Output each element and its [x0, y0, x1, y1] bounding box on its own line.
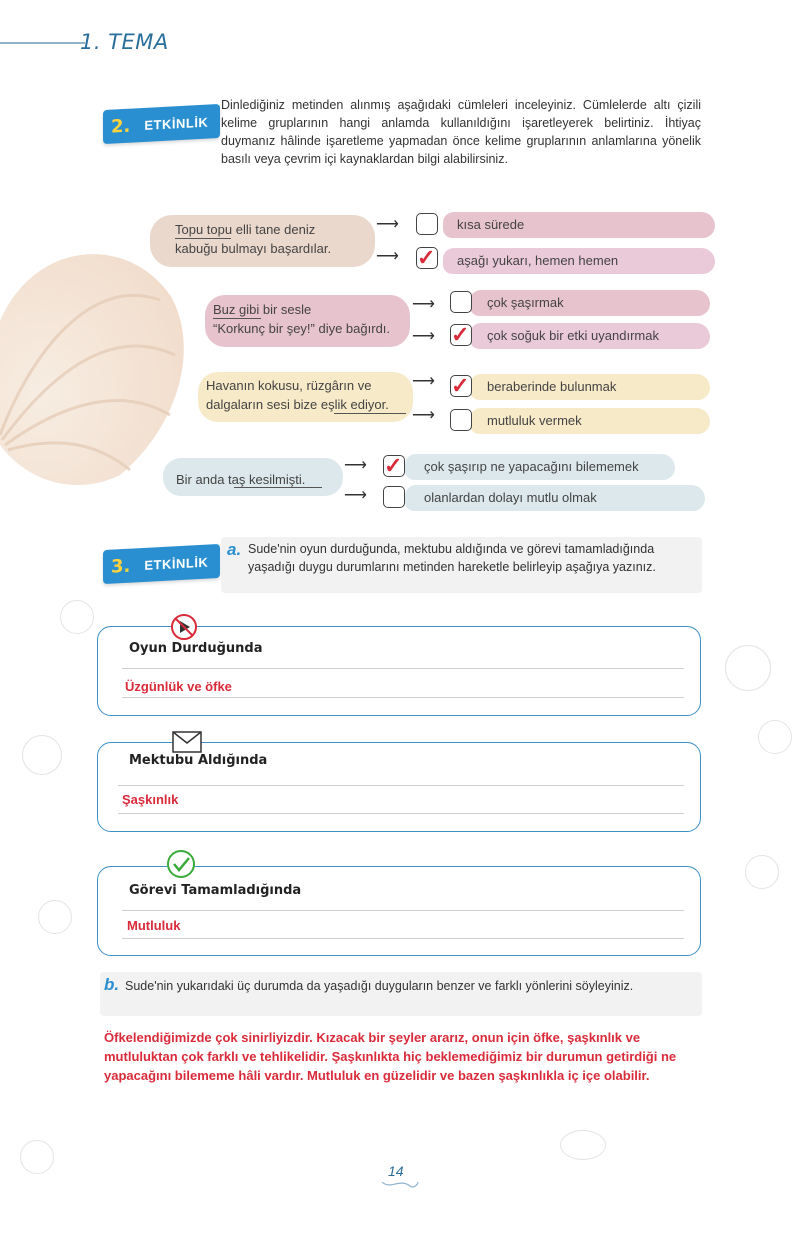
writing-line: [122, 697, 684, 698]
writing-line: [122, 938, 684, 939]
sentence-line: dalgaların sesi bize eşlik ediyor.: [206, 397, 389, 412]
etkinlik-number: 3.: [111, 555, 131, 578]
writing-line: [118, 813, 684, 814]
option-label: aşağı yukarı, hemen hemen: [457, 253, 619, 268]
emoji-doodle-icon: [38, 900, 72, 934]
question-letter: a.: [227, 540, 242, 559]
sentence-line: Havanın kokusu, rüzgârın ve: [206, 378, 372, 393]
checkmark-icon: ✓: [417, 245, 436, 270]
arrow-icon: ⟶: [376, 248, 399, 265]
page-title: 1. TEMA: [80, 30, 169, 54]
underline-tas-kesilmisti: [234, 487, 322, 488]
emoji-doodle-icon: [725, 645, 771, 691]
option-checkbox[interactable]: [450, 291, 472, 313]
card-title: Mektubu Aldığında: [129, 753, 268, 768]
sentence-3: [206, 376, 389, 414]
writing-line: [122, 668, 684, 669]
envelope-icon: [172, 731, 202, 753]
sentence-line: Bir anda taş kesilmişti.: [176, 472, 306, 487]
card-answer: Mutluluk: [127, 918, 181, 933]
etkinlik-number: 2.: [111, 115, 131, 138]
arrow-icon: ⟶: [412, 407, 435, 424]
page-number: 14: [388, 1163, 404, 1179]
arrow-icon: ⟶: [344, 487, 367, 504]
emoji-doodle-icon: [560, 1130, 606, 1160]
answer-card-gorev: [97, 866, 701, 956]
check-circle-icon: [166, 849, 196, 879]
etkinlik-label: ETKİNLİK: [144, 114, 209, 133]
underline-topu-topu: [175, 238, 231, 239]
emoji-doodle-icon: [758, 720, 792, 754]
checkmark-icon: ✓: [384, 453, 403, 478]
checkmark-icon: ✓: [451, 322, 470, 347]
etkinlik-2-badge: [103, 104, 220, 144]
sentence-1: [175, 220, 331, 258]
no-play-icon: [170, 613, 198, 641]
question-b-answer: Öfkelendiğimizde çok sinirliyizdir. Kızacak bir şeyler ararız, onun için öfke, şaşkınlık ve mutluluktan çok farklı ve tehlikelidir. Şaşkınlıkta hiç beklemediğimiz bir durumun getirdiği ne yapacağını bilememe hâli vardır. Mutluluk en güzelidir ve bazen şaşkınlıkla iç içe olabilir.: [104, 1030, 677, 1083]
emoji-doodle-icon: [22, 735, 62, 775]
writing-line: [118, 785, 684, 786]
option-label: çok şaşırmak: [487, 295, 564, 310]
option-checkbox[interactable]: [416, 213, 438, 235]
option-checkbox[interactable]: [450, 409, 472, 431]
question-letter: b.: [104, 975, 120, 994]
header-line: [0, 42, 85, 44]
checkmark-icon: ✓: [451, 373, 470, 398]
arrow-icon: ⟶: [412, 373, 435, 390]
sentence-line: “Korkunç bir şey!” diye bağırdı.: [213, 321, 391, 336]
option-label: beraberinde bulunmak: [487, 379, 617, 394]
writing-line: [122, 910, 684, 911]
arrow-icon: ⟶: [344, 457, 367, 474]
arrow-icon: ⟶: [412, 328, 435, 345]
emoji-doodle-icon: [60, 600, 94, 634]
sentence-2: [213, 300, 390, 338]
card-answer: Üzgünlük ve öfke: [125, 679, 232, 694]
option-checkbox[interactable]: [383, 486, 405, 508]
etkinlik-3-badge: [103, 544, 220, 584]
page-number-swirl: [380, 1178, 420, 1192]
option-label: kısa sürede: [457, 217, 525, 232]
option-label: çok şaşırıp ne yapacağını bilememek: [424, 459, 639, 474]
option-label: olanlardan dolayı mutlu olmak: [424, 490, 597, 505]
option-label: çok soğuk bir etki uyandırmak: [487, 328, 659, 343]
sentence-line: kabuğu bulmayı başardılar.: [175, 241, 332, 256]
question-a-text: Sude'nin oyun durduğunda, mektubu aldığında ve görevi tamamladığında yaşadığı duygu durumlarını metinden hareketle belirleyip aşağıya yazınız.: [248, 542, 656, 574]
sentence-line: Buz gibi bir sesle: [213, 302, 312, 317]
emoji-doodle-icon: [745, 855, 779, 889]
card-title: Oyun Durduğunda: [129, 641, 263, 656]
option-label: mutluluk vermek: [487, 413, 582, 428]
arrow-icon: ⟶: [412, 296, 435, 313]
question-b-text: Sude'nin yukarıdaki üç durumda da yaşadığı duyguların benzer ve farklı yönlerini söyleyiniz.: [125, 979, 634, 993]
card-title: Görevi Tamamladığında: [129, 883, 302, 898]
card-answer: Şaşkınlık: [122, 792, 179, 807]
sentence-line: Topu topu elli tane deniz: [175, 222, 316, 237]
emoji-doodle-icon: [20, 1140, 54, 1174]
underline-eslik-ediyor: [334, 413, 406, 414]
underline-buz-gibi: [213, 318, 261, 319]
etkinlik-2-instructions: Dinlediğiniz metinden alınmış aşağıdaki cümleleri inceleyiniz. Cümlelerde altı çizili kelime gruplarının hangi anlamda kullanıldığını işaretleyerek belirtiniz. İhtiyaç duymanız hâlinde işaretleme yapmadan önce kelime gruplarının anlamlarına yönelik basılı veya çevrim içi kaynaklardan bilgi alabilirsiniz.: [221, 98, 701, 166]
arrow-icon: ⟶: [376, 216, 399, 233]
etkinlik-label: ETKİNLİK: [144, 554, 209, 573]
